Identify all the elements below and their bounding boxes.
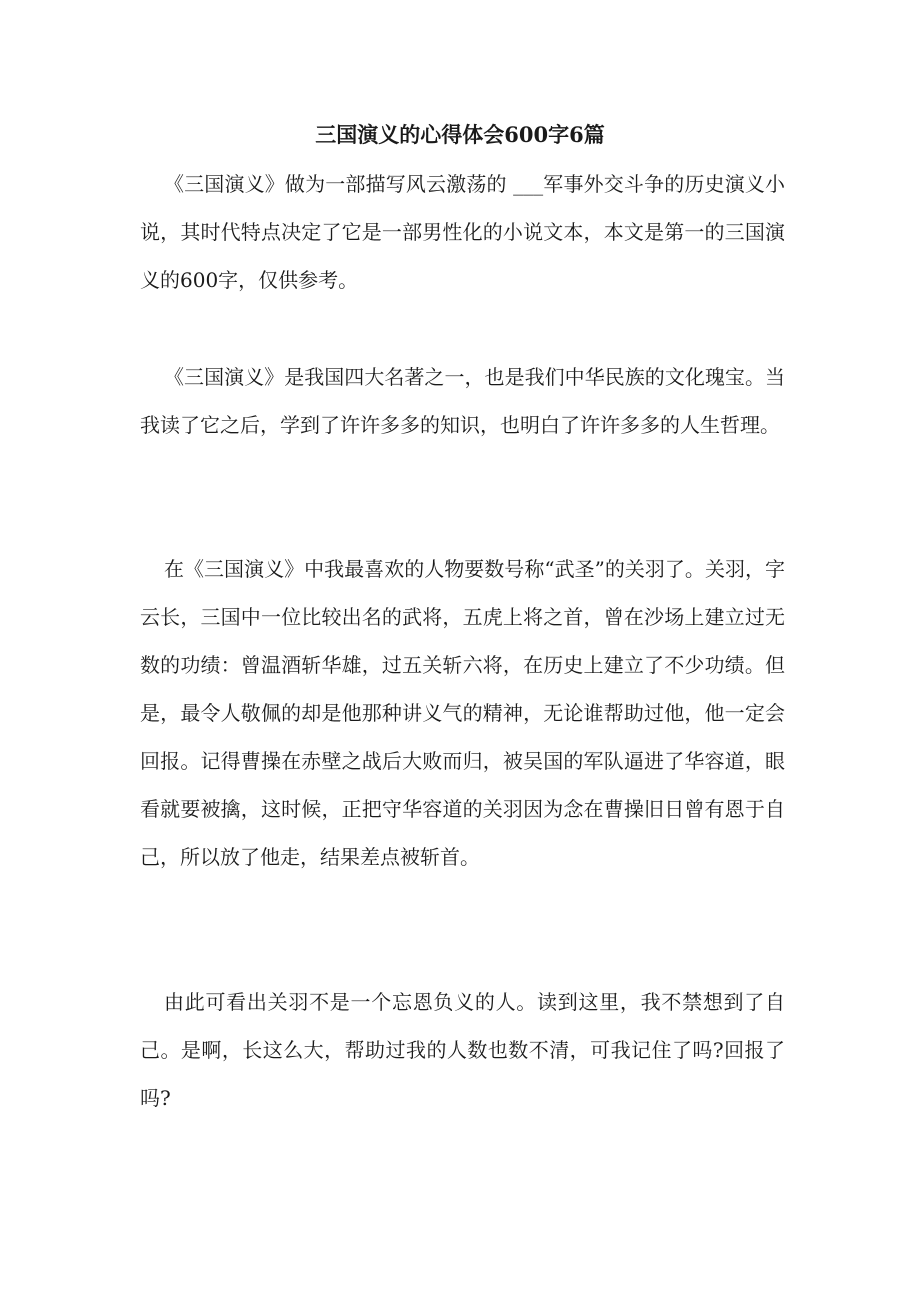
paragraph-reflection: 由此可看出关羽不是一个忘恩负义的人。读到这里，我不禁想到了自己。是啊，长这么大，帮助过我的人数也数不清，可我记住了吗?回报了吗? (140, 990, 785, 1110)
paragraph-intro: 《三国演义》做为一部描写风云激荡的 ___军事外交斗争的历史演义小说，其时代特点决定了它是一部男性化的小说文本，本文是第一的三国演义的600字，仅供参考。 (140, 172, 785, 292)
paragraph-classic: 《三国演义》是我国四大名著之一，也是我们中华民族的文化瑰宝。当我读了它之后，学到了许许多多的知识，也明白了许许多多的人生哲理。 (140, 365, 785, 437)
paragraph-guanyu: 在《三国演义》中我最喜欢的人物要数号称“武圣”的关羽了。关羽，字云长，三国中一位比较出名的武将，五虎上将之首，曾在沙场上建立过无数的功绩：曾温酒斩华雄，过五关斩六将，在历史上建立了不少功绩。但是，最令人敬佩的却是他那种讲义气的精神，无论谁帮助过他，他一定会回报。记得曹操在赤壁之战后大败而归，被吴国的军队逼进了华容道，眼看就要被擒，这时候，正把守华容道的关羽因为念在曹操旧日曾有恩于自己，所以放了他走，结果差点被斩首。 (140, 557, 785, 869)
document-title: 三国演义的心得体会600字6篇 (315, 122, 605, 147)
